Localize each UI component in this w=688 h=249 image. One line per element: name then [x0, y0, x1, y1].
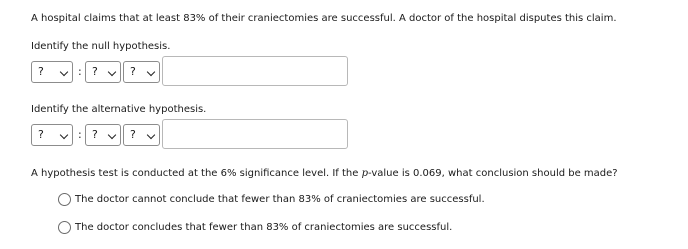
question-before-p: A hypothesis test is conducted at the 6% significance level. If the	[31, 168, 362, 179]
null-hypothesis-row	[31, 61, 351, 83]
claim-text: A hospital claims that at least 83% of their craniectomies are successful. A doctor of the hospital disputes this claim.	[31, 13, 617, 24]
chevron-down-icon	[108, 68, 116, 76]
null-hypothesis-prompt: Identify the null hypothesis.	[31, 41, 171, 52]
alternative-hypothesis-prompt: Identify the alternative hypothesis.	[31, 104, 207, 115]
chevron-down-icon	[60, 131, 68, 139]
question-text	[31, 168, 618, 179]
chevron-down-icon	[108, 131, 116, 139]
alt-relation-select[interactable]	[123, 124, 160, 146]
null-relation-value: ?	[130, 65, 136, 78]
alt-param-select[interactable]	[31, 124, 73, 146]
p-symbol: p	[361, 168, 369, 179]
alt-param2-select[interactable]	[85, 124, 121, 146]
radio-button[interactable]	[58, 193, 71, 206]
alt-colon: :	[78, 128, 82, 141]
alternative-hypothesis-row	[31, 124, 351, 146]
null-colon: :	[78, 65, 82, 78]
null-param-select[interactable]	[31, 61, 73, 83]
null-value-input[interactable]	[162, 56, 348, 86]
alt-value-input[interactable]	[162, 119, 348, 149]
null-param2-select[interactable]	[85, 61, 121, 83]
radio-button[interactable]	[58, 221, 71, 234]
answer-option-2[interactable]	[58, 221, 508, 235]
chevron-down-icon	[147, 131, 155, 139]
question-after-p: -value is 0.069, what conclusion should be made?	[368, 168, 618, 179]
chevron-down-icon	[60, 68, 68, 76]
alt-param2-value: ?	[92, 128, 98, 141]
null-relation-select[interactable]	[123, 61, 160, 83]
answer-option-label: The doctor concludes that fewer than 83% of craniectomies are successful.	[75, 222, 453, 233]
null-param2-value: ?	[92, 65, 98, 78]
alt-param-value: ?	[38, 128, 44, 141]
alt-relation-value: ?	[130, 128, 136, 141]
answer-option-1[interactable]	[58, 193, 528, 207]
null-param-value: ?	[38, 65, 44, 78]
answer-option-label: The doctor cannot conclude that fewer than 83% of craniectomies are successful.	[75, 194, 485, 205]
chevron-down-icon	[147, 68, 155, 76]
